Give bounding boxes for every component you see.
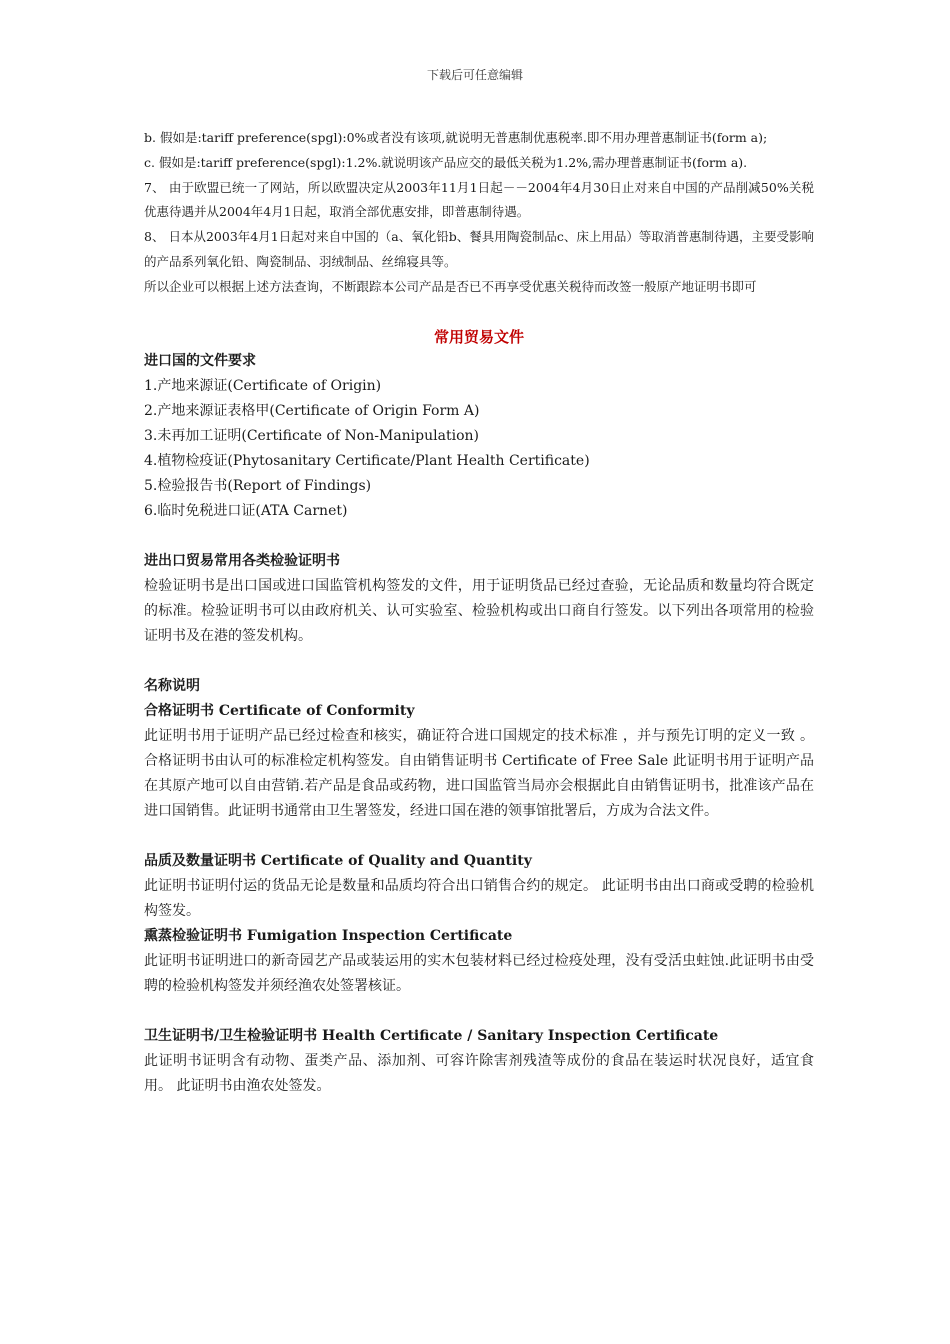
document-body xyxy=(144,126,814,1099)
fumigation-heading: 熏蒸检验证明书 Fumigation Inspection Certificate xyxy=(144,927,513,944)
spacer xyxy=(144,824,814,849)
spacer xyxy=(144,999,814,1024)
list-item: 4.植物检疫证(Phytosanitary Certificate/Plant Health Certificate) xyxy=(144,452,590,469)
inspection-heading: 进出口贸易常用各类检验证明书 xyxy=(144,552,340,569)
document-title: 常用贸易文件 xyxy=(433,327,524,346)
list-item: 6.临时免税进口证(ATA Carnet) xyxy=(144,502,348,519)
fumigation-body: 此证明书证明进口的新奇园艺产品或装运用的实木包装材料已经过检疫处理，没有受活虫蛀蚀.此证明书由受聘的检验机构签发并须经渔农处签署核证。 xyxy=(144,952,814,994)
intro-item-8: 8、 日本从2003年4月1日起对来自中国的（a、氧化铅b、餐具用陶瓷制品c、床上用品）等取消普惠制待遇，主要受影响的产品系列氧化铅、陶瓷制品、羽绒制品、丝绵寝具等。 xyxy=(144,229,814,269)
health-heading: 卫生证明书/卫生检验证明书 Health Certificate / Sanitary Inspection Certificate xyxy=(144,1027,719,1044)
spacer xyxy=(144,649,814,674)
spacer xyxy=(144,524,814,549)
list-item: 5.检验报告书(Report of Findings) xyxy=(144,477,372,494)
list-item: 2.产地来源证表格甲(Certificate of Origin Form A) xyxy=(144,402,480,419)
quality-heading: 品质及数量证明书 Certificate of Quality and Quantity xyxy=(144,852,532,869)
inspection-body: 检验证明书是出口国或进口国监管机构签发的文件，用于证明货品已经过查验，无论品质和数量均符合既定的标准。检验证明书可以由政府机关、认可实验室、检验机构或出口商自行签发。以下列出各项常用的检验证明书及在港的签发机构。 xyxy=(144,577,814,644)
health-body: 此证明书证明含有动物、蛋类产品、添加剂、可容许除害剂残渣等成份的食品在装运时状况良好，适宜食用。 此证明书由渔农处签发。 xyxy=(144,1052,814,1094)
conformity-body: 此证明书用于证明产品已经过检查和核实，确证符合进口国规定的技术标准 ，并与预先订明的定义一致 。 合格证明书由认可的标准检定机构签发。自由销售证明书 Certificate of Free Sale 此证明书用于证明产品在其原产地可以自由营销.若产品是食品或药物，进口国监管当局亦会根据此自由销售证明书，批准该产品在进口国销售。此证明书通常由卫生署签发，经进口国在港的领事馆批署后，方成为合法文件。 xyxy=(144,727,814,819)
names-heading: 名称说明 xyxy=(144,677,200,694)
page-header-note: 下载后可任意编辑 xyxy=(426,68,523,82)
import-requirements-list xyxy=(144,374,814,524)
import-requirements-heading: 进口国的文件要求 xyxy=(144,352,256,369)
conformity-heading: 合格证明书 Certificate of Conformity xyxy=(144,702,415,719)
intro-item-7: 7、 由于欧盟已统一了网站，所以欧盟决定从2003年11月1日起－－2004年4月30日止对来自中国的产品削减50%关税优惠待遇并从2004年4月1日起，取消全部优惠安排，即普惠制待遇。 xyxy=(144,179,814,220)
intro-conclusion: 所以企业可以根据上述方法查询，不断跟踪本公司产品是否已不再享受优惠关税待而改签一般原产地证明书即可 xyxy=(144,278,757,294)
list-item: 3.未再加工证明(Certificate of Non-Manipulation) xyxy=(144,427,479,444)
list-item: 1.产地来源证(Certificate of Origin) xyxy=(144,377,382,394)
intro-line-b: b. 假如是:tariff preference(spgl):0%或者没有该项,就说明无普惠制优惠税率.即不用办理普惠制证书(form a); xyxy=(144,130,768,145)
intro-line-c: c. 假如是:tariff preference(spgl):1.2%.就说明该产品应交的最低关税为1.2%,需办理普惠制证书(form a). xyxy=(144,154,748,170)
quality-body: 此证明书证明付运的货品无论是数量和品质均符合出口销售合约的规定。 此证明书由出口商或受聘的检验机构签发。 xyxy=(144,877,814,919)
